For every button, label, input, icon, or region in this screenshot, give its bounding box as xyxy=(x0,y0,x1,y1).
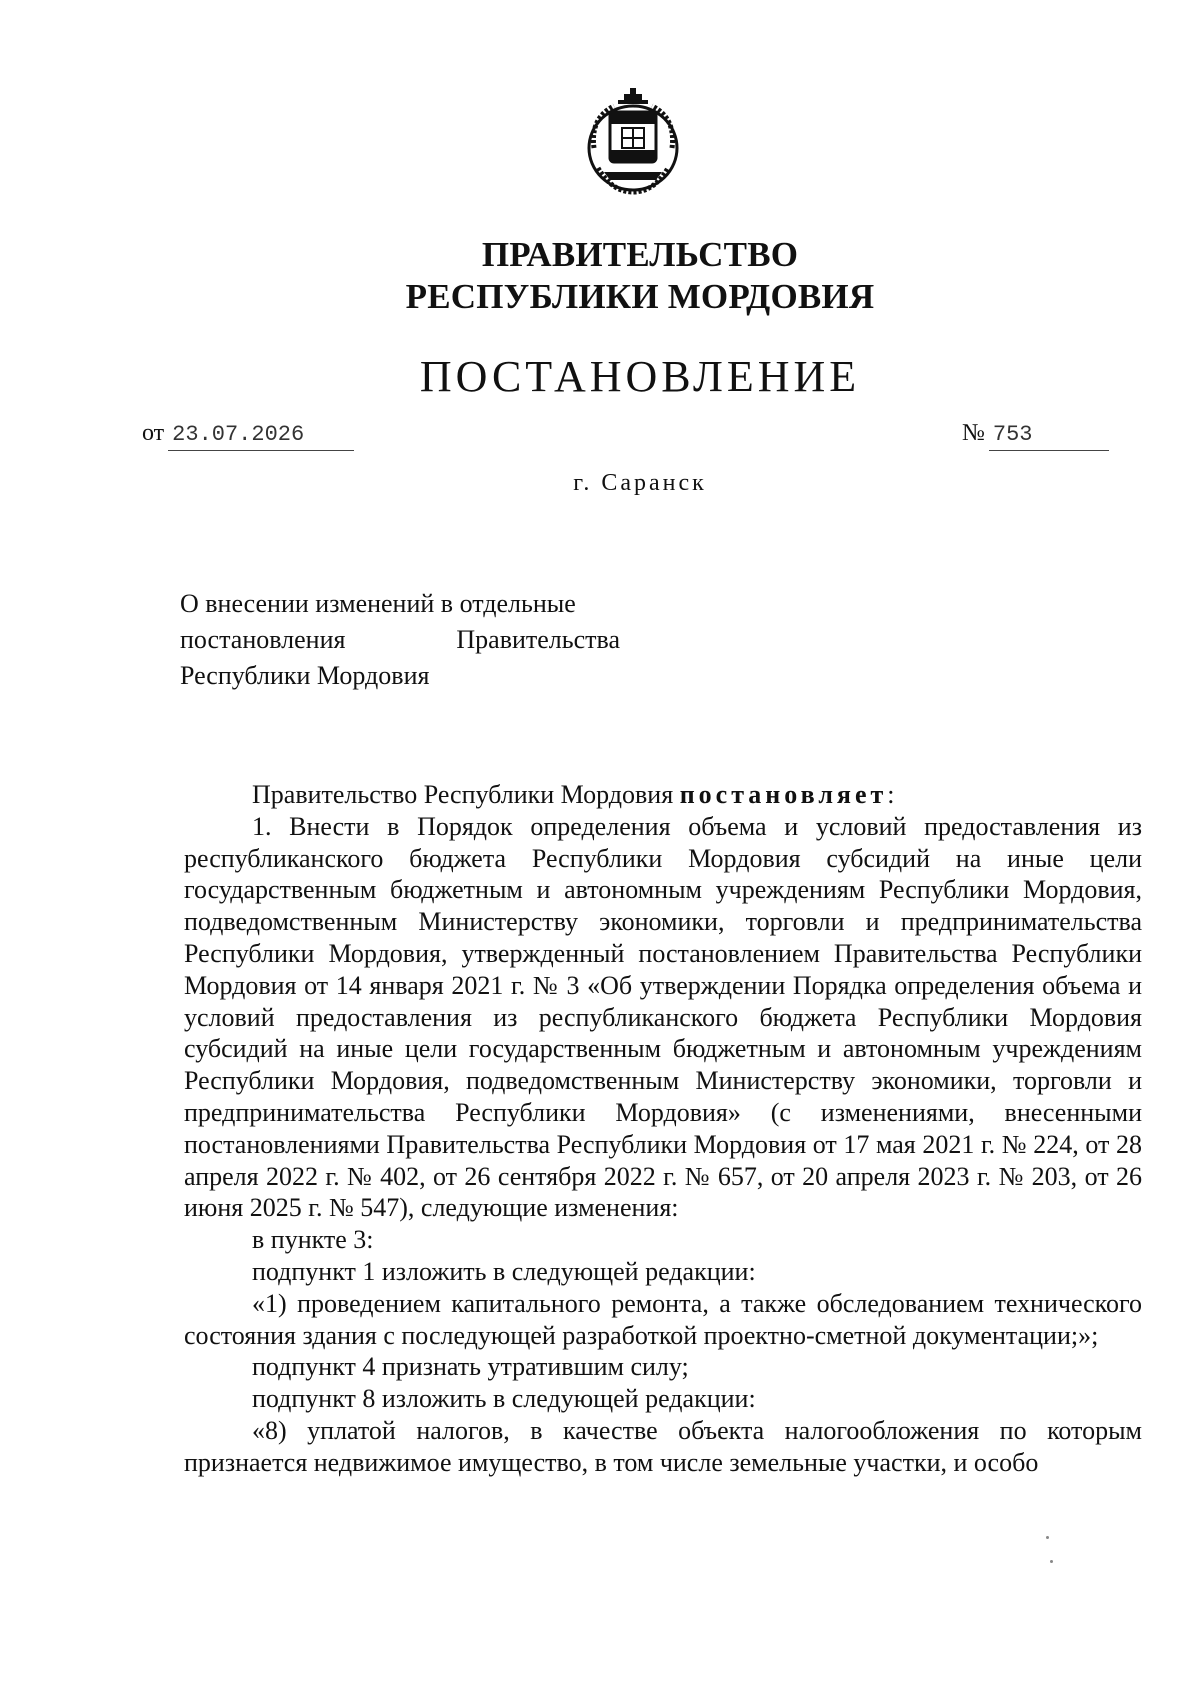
government-title-line2: РЕСПУБЛИКИ МОРДОВИЯ xyxy=(405,277,875,316)
date-field xyxy=(142,418,354,451)
subject-line2 xyxy=(180,622,620,658)
scan-artifact xyxy=(1046,1536,1049,1539)
scan-artifact xyxy=(1050,1560,1053,1563)
intro-colon: : xyxy=(887,780,895,809)
paragraph-5: подпункт 4 признать утратившим силу; xyxy=(252,1352,689,1382)
document-subject xyxy=(180,586,620,694)
subject-line1: О внесении изменений в отдельные xyxy=(180,589,576,618)
subject-line2-b: Правительства xyxy=(456,625,620,654)
paragraph-7: «8) уплатой налогов, в качестве объекта налогообложения по которым признается недвижимое имущество, в том числе земельные участки, и особо xyxy=(184,1415,1142,1477)
intro-paragraph xyxy=(184,779,1142,811)
intro-text: Правительство Республики Мордовия xyxy=(252,780,674,809)
paragraph-3: подпункт 1 изложить в следующей редакции: xyxy=(252,1256,756,1286)
coat-of-arms-icon xyxy=(584,88,682,196)
document-body xyxy=(184,779,1142,1479)
date-prefix: от xyxy=(142,420,165,446)
number-prefix: № xyxy=(962,420,985,446)
number-field xyxy=(962,418,1109,451)
paragraph-6: подпункт 8 изложить в следующей редакции: xyxy=(252,1384,756,1414)
city: г. Саранск xyxy=(573,470,707,496)
government-title xyxy=(0,234,1200,318)
subject-line2-a: постановления xyxy=(180,625,346,654)
document-type: ПОСТАНОВЛЕНИЕ xyxy=(419,352,861,401)
government-title-line1: ПРАВИТЕЛЬСТВО xyxy=(481,235,799,274)
intro-verb: постановляет xyxy=(679,780,888,809)
paragraph-2: в пункте 3: xyxy=(252,1225,374,1255)
paragraph-4: «1) проведением капитального ремонта, а также обследованием технического состояния здания с последующей разработкой проектно-сметной документации;»; xyxy=(184,1288,1142,1350)
document-number: 753 xyxy=(989,420,1109,451)
subject-line3: Республики Мордовия xyxy=(180,661,430,690)
document-date: 23.07.2026 xyxy=(168,420,354,451)
paragraph-1: 1. Внести в Порядок определения объема и условий предоставления из республиканского бюджета Республики Мордовия субсидий на иные цели государственным бюджетным и автономным учреждениям Республики Мордовия, подведомственным Министерству экономики, торговли и предпринимательства Республики Мордовия, утвержденный постановлением Правительства Республики Мордовия от 14 января 2021 г. № 3 «Об утверждении Порядка определения объема и условий предоставления из республиканского бюджета Республики Мордовия субсидий на иные цели государственным бюджетным и автономным учреждениям Республики Мордовия, подведомственным Министерству экономики, торговли и предпринимательства Республики Мордовия» (с изменениями, внесенными постановлениями Правительства Республики Мордовия от 17 мая 2021 г. № 224, от 28 апреля 2022 г. № 402, от 26 сентября 2022 г. № 657, от 20 апреля 2023 г. № 203, от 26 июня 2025 г. № 547), следующие изменения: xyxy=(184,811,1142,1223)
